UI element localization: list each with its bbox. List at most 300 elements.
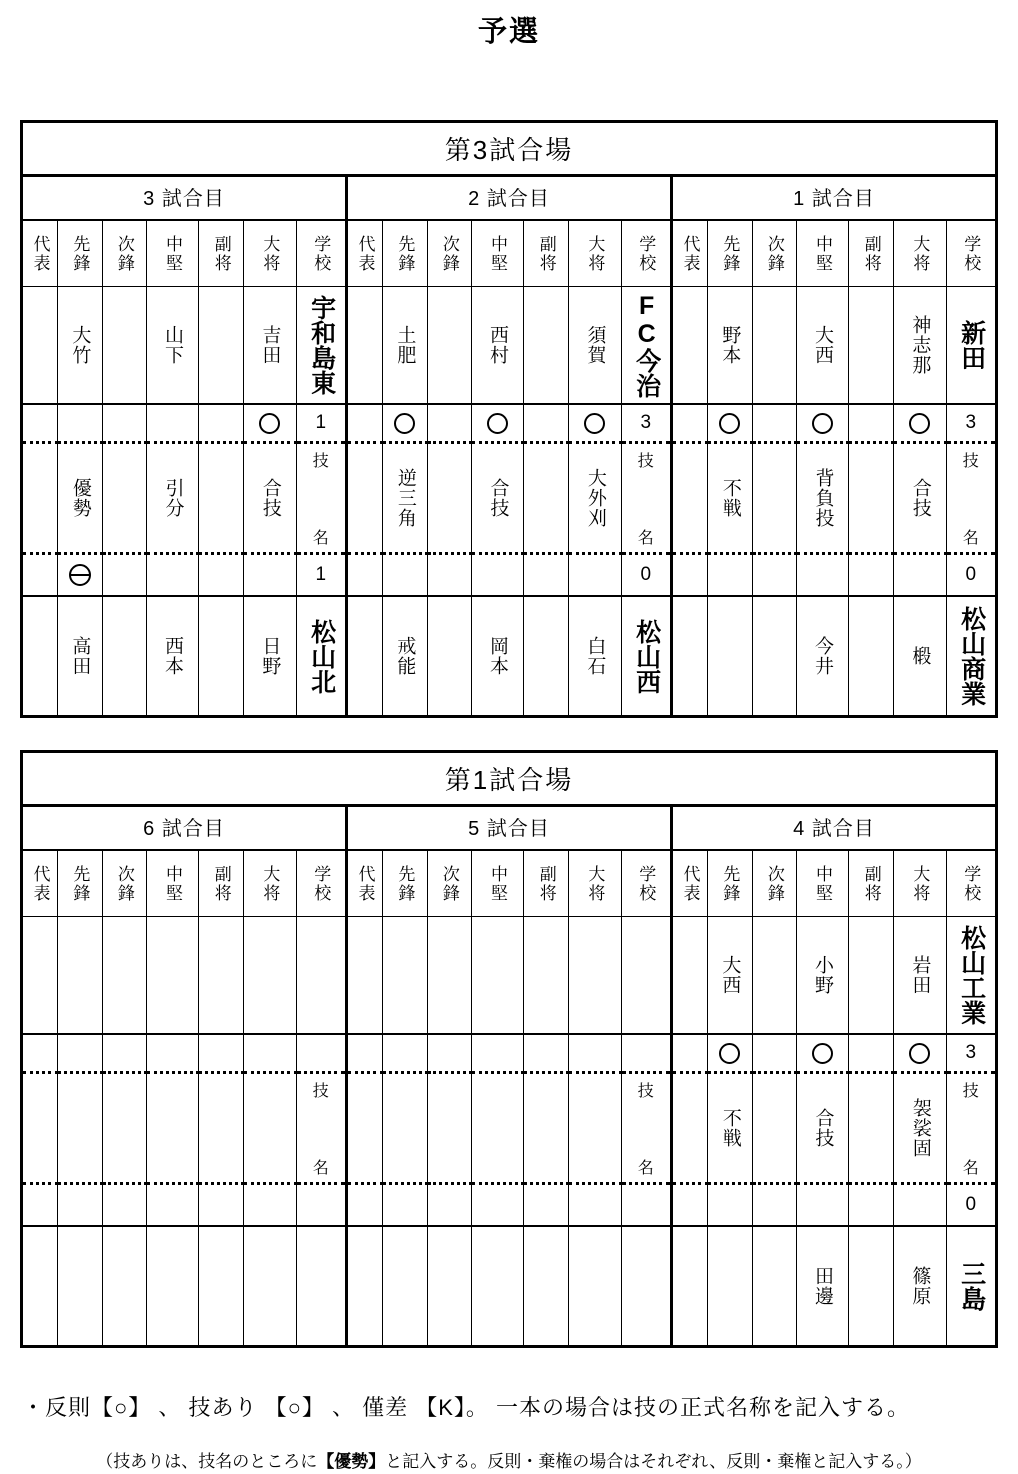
bottom-player-name[interactable] [894, 1227, 946, 1345]
bottom-player-name[interactable] [569, 597, 621, 715]
waza-cell-5[interactable] [894, 1074, 946, 1182]
win-marker-5[interactable] [569, 405, 621, 441]
waza-cell-4[interactable] [524, 1074, 569, 1182]
bottom-school-name[interactable] [297, 597, 345, 715]
win-marker-1[interactable] [383, 405, 428, 441]
top-player-name[interactable] [199, 287, 244, 405]
draw-marker-5[interactable] [894, 555, 946, 597]
draw-marker-2[interactable] [103, 1185, 147, 1227]
draw-marker-0[interactable] [23, 1185, 58, 1227]
waza-cell-1[interactable] [383, 1074, 428, 1182]
draw-marker-3[interactable] [797, 1185, 849, 1227]
column-header-6[interactable] [947, 221, 995, 287]
top-score-value: 3 [965, 412, 977, 433]
win-circle-icon [812, 1043, 833, 1064]
column-header-3[interactable] [147, 851, 199, 917]
bottom-school-name[interactable] [947, 597, 995, 715]
top-player-name[interactable] [849, 287, 894, 405]
column-header-1[interactable] [383, 851, 428, 917]
column-header-0[interactable] [673, 221, 708, 287]
win-marker-4[interactable] [199, 1035, 244, 1071]
column-header-label: 次鋒 [764, 864, 784, 903]
win-marker-0[interactable] [673, 1035, 708, 1071]
column-header-4[interactable] [524, 221, 569, 287]
column-header-label: 中堅 [163, 234, 183, 273]
top-score-value: 3 [965, 1042, 977, 1063]
top-player-name[interactable] [797, 287, 849, 405]
top-player-label: 須賀 [584, 325, 606, 365]
waza-text: 合技 [259, 478, 281, 518]
waza-cell-1[interactable] [58, 1074, 103, 1182]
bottom-player-name[interactable] [472, 597, 524, 715]
waza-cell-4[interactable] [849, 444, 894, 552]
draw-marker-0[interactable] [673, 1185, 708, 1227]
mei-label: 名 [962, 530, 979, 547]
column-header-3[interactable] [147, 221, 199, 287]
draw-marker-2[interactable] [103, 555, 147, 597]
waza-cell-4[interactable] [849, 1074, 894, 1182]
bottom-player-name[interactable] [199, 1227, 244, 1345]
draw-marker-2[interactable] [428, 555, 472, 597]
waza-name-column[interactable] [297, 444, 345, 552]
win-marker-1[interactable] [58, 405, 103, 441]
top-player-name[interactable] [383, 917, 428, 1035]
waza-text: 優勢 [69, 478, 91, 518]
top-player-label: 大西 [812, 325, 834, 365]
bottom-player-name[interactable] [673, 1227, 708, 1345]
top-player-name[interactable] [23, 287, 58, 405]
bottom-player-name[interactable] [199, 597, 244, 715]
draw-marker-0[interactable] [348, 555, 383, 597]
win-marker-3[interactable] [147, 1035, 199, 1071]
top-school-name[interactable] [622, 917, 670, 1035]
win-circle-icon [719, 413, 740, 434]
column-header-label: 代表 [355, 864, 375, 903]
bottom-score[interactable] [622, 1185, 670, 1227]
scoresheet-page [0, 15, 1018, 1474]
top-player-name[interactable] [569, 917, 621, 1035]
venue-block-1 [20, 750, 998, 1348]
top-school-name[interactable] [297, 917, 345, 1035]
waza-cell-0[interactable] [348, 444, 383, 552]
draw-marker-3[interactable] [147, 555, 199, 597]
bottom-school-label: 松山商業 [957, 606, 986, 706]
top-player-name[interactable] [348, 917, 383, 1035]
bottom-player-name[interactable] [428, 597, 472, 715]
waza-cell-3[interactable] [147, 1074, 199, 1182]
column-header-6[interactable] [622, 851, 670, 917]
waza-cell-3[interactable] [472, 1074, 524, 1182]
column-header-label: 学校 [961, 864, 981, 903]
bottom-player-name[interactable] [103, 1227, 147, 1345]
waza-cell-0[interactable] [673, 1074, 708, 1182]
bottom-player-name[interactable] [58, 1227, 103, 1345]
win-marker-0[interactable] [23, 1035, 58, 1071]
top-score[interactable] [622, 405, 670, 441]
waza-cell-3[interactable] [472, 444, 524, 552]
win-marker-3[interactable] [147, 405, 199, 441]
waza-text: 不戦 [719, 478, 741, 518]
column-header-5[interactable] [569, 221, 621, 287]
waza-text: 袈裟固 [909, 1098, 931, 1158]
win-marker-3[interactable] [797, 405, 849, 441]
column-header-label: 中堅 [488, 864, 508, 903]
match-grid [23, 851, 345, 1345]
waza-cell-1[interactable] [708, 444, 753, 552]
draw-marker-5[interactable] [569, 1185, 621, 1227]
column-header-3[interactable] [797, 221, 849, 287]
win-marker-1[interactable] [708, 1035, 753, 1071]
bottom-player-label: 白石 [584, 636, 606, 676]
column-header-6[interactable] [622, 221, 670, 287]
win-marker-4[interactable] [199, 405, 244, 441]
bottom-player-name[interactable] [244, 1227, 296, 1345]
waza-cell-4[interactable] [199, 1074, 244, 1182]
top-player-name[interactable] [244, 917, 296, 1035]
note2-post: と記入する。反則・棄権の場合はそれぞれ、反則・棄権と記入する。） [385, 1452, 922, 1471]
bottom-player-name[interactable] [348, 1227, 383, 1345]
draw-marker-4[interactable] [524, 555, 569, 597]
column-header-0[interactable] [23, 851, 58, 917]
draw-marker-1[interactable] [708, 555, 753, 597]
win-circle-icon [584, 413, 605, 434]
column-header-5[interactable] [244, 221, 296, 287]
bottom-school-name[interactable] [297, 1227, 345, 1345]
draw-marker-0[interactable] [673, 555, 708, 597]
bottom-player-name[interactable] [797, 597, 849, 715]
column-header-4[interactable] [849, 851, 894, 917]
column-header-1[interactable] [708, 851, 753, 917]
bottom-player-name[interactable] [103, 597, 147, 715]
draw-marker-1[interactable] [58, 1185, 103, 1227]
column-header-2[interactable] [428, 851, 472, 917]
waza-name-column[interactable] [297, 1074, 345, 1182]
waza-cell-2[interactable] [753, 1074, 797, 1182]
top-score[interactable] [297, 405, 345, 441]
column-header-2[interactable] [103, 221, 147, 287]
draw-marker-4[interactable] [849, 1185, 894, 1227]
column-header-5[interactable] [894, 851, 946, 917]
top-player-name[interactable] [147, 287, 199, 405]
waza-cell-5[interactable] [244, 1074, 296, 1182]
bottom-player-name[interactable] [708, 1227, 753, 1345]
bottom-score[interactable] [297, 555, 345, 597]
column-header-4[interactable] [849, 221, 894, 287]
top-player-name[interactable] [103, 287, 147, 405]
mei-label: 名 [312, 1160, 329, 1177]
draw-marker-0[interactable] [348, 1185, 383, 1227]
draw-marker-3[interactable] [147, 1185, 199, 1227]
win-marker-1[interactable] [708, 405, 753, 441]
waza-cell-2[interactable] [103, 1074, 147, 1182]
waza-cell-1[interactable] [708, 1074, 753, 1182]
win-marker-1[interactable] [58, 1035, 103, 1071]
win-marker-2[interactable] [753, 405, 797, 441]
win-marker-0[interactable] [348, 405, 383, 441]
win-circle-icon [487, 413, 508, 434]
bottom-school-label: 三島 [957, 1261, 986, 1311]
win-marker-2[interactable] [103, 405, 147, 441]
top-player-name[interactable] [673, 917, 708, 1035]
bottom-score-value: 1 [315, 564, 327, 585]
top-player-name[interactable] [23, 917, 58, 1035]
waza-cell-5[interactable] [244, 444, 296, 552]
top-player-name[interactable] [244, 287, 296, 405]
top-player-name[interactable] [673, 287, 708, 405]
top-player-name[interactable] [428, 917, 472, 1035]
bottom-player-name[interactable] [147, 1227, 199, 1345]
win-marker-1[interactable] [383, 1035, 428, 1071]
waza-name-column[interactable] [947, 444, 995, 552]
column-header-4[interactable] [199, 221, 244, 287]
match-label: 4 試合目 [673, 807, 995, 851]
top-school-name[interactable] [947, 287, 995, 405]
draw-marker-4[interactable] [199, 555, 244, 597]
bottom-player-name[interactable] [753, 597, 797, 715]
column-header-2[interactable] [753, 221, 797, 287]
top-player-name[interactable] [753, 917, 797, 1035]
top-player-name[interactable] [383, 287, 428, 405]
draw-marker-4[interactable] [199, 1185, 244, 1227]
column-header-6[interactable] [297, 851, 345, 917]
bottom-player-name[interactable] [673, 597, 708, 715]
bottom-player-name[interactable] [23, 1227, 58, 1345]
bottom-player-name[interactable] [348, 597, 383, 715]
column-header-5[interactable] [244, 851, 296, 917]
win-marker-3[interactable] [472, 405, 524, 441]
draw-marker-3[interactable] [472, 1185, 524, 1227]
top-school-label: 新田 [957, 320, 986, 370]
bottom-player-name[interactable] [472, 1227, 524, 1345]
bottom-player-label: 椴 [909, 646, 931, 666]
bottom-score[interactable] [622, 555, 670, 597]
column-header-6[interactable] [947, 851, 995, 917]
waza-text: 大外刈 [584, 468, 606, 528]
top-player-label: 岩田 [909, 955, 931, 995]
column-header-5[interactable] [894, 221, 946, 287]
draw-marker-3[interactable] [797, 555, 849, 597]
bottom-score[interactable] [947, 1185, 995, 1227]
win-marker-4[interactable] [524, 405, 569, 441]
draw-marker-icon [69, 564, 91, 586]
win-marker-2[interactable] [428, 1035, 472, 1071]
bottom-player-name[interactable] [797, 1227, 849, 1345]
top-player-name[interactable] [348, 287, 383, 405]
column-header-2[interactable] [428, 221, 472, 287]
waza-cell-5[interactable] [894, 444, 946, 552]
column-header-label: 学校 [311, 234, 331, 273]
win-marker-4[interactable] [849, 405, 894, 441]
draw-marker-5[interactable] [244, 555, 296, 597]
bottom-player-name[interactable] [383, 1227, 428, 1345]
waza-name-column[interactable] [622, 1074, 670, 1182]
win-marker-0[interactable] [348, 1035, 383, 1071]
waza-cell-3[interactable] [147, 444, 199, 552]
top-player-name[interactable] [472, 287, 524, 405]
column-header-2[interactable] [753, 851, 797, 917]
bottom-school-name[interactable] [622, 1227, 670, 1345]
waza-cell-3[interactable] [797, 444, 849, 552]
waza-cell-2[interactable] [428, 444, 472, 552]
top-player-name[interactable] [58, 287, 103, 405]
top-school-name[interactable] [297, 287, 345, 405]
bottom-player-name[interactable] [244, 597, 296, 715]
win-marker-0[interactable] [673, 405, 708, 441]
waza-cell-4[interactable] [199, 444, 244, 552]
waza-cell-0[interactable] [23, 444, 58, 552]
bottom-player-name[interactable] [753, 1227, 797, 1345]
column-header-0[interactable] [348, 851, 383, 917]
top-player-name[interactable] [428, 287, 472, 405]
bottom-player-name[interactable] [58, 597, 103, 715]
bottom-player-name[interactable] [708, 597, 753, 715]
waza-label: 技 [962, 453, 979, 470]
waza-name-column[interactable] [947, 1074, 995, 1182]
win-marker-4[interactable] [524, 1035, 569, 1071]
column-header-1[interactable] [383, 221, 428, 287]
draw-marker-5[interactable] [244, 1185, 296, 1227]
waza-cell-4[interactable] [524, 444, 569, 552]
column-header-4[interactable] [524, 851, 569, 917]
top-player-name[interactable] [524, 287, 569, 405]
top-player-name[interactable] [58, 917, 103, 1035]
win-marker-3[interactable] [797, 1035, 849, 1071]
waza-text: 合技 [487, 478, 509, 518]
top-player-name[interactable] [894, 917, 946, 1035]
waza-name-column[interactable] [622, 444, 670, 552]
note2-emphasis: 【優勢】 [317, 1452, 386, 1471]
top-player-name[interactable] [708, 917, 753, 1035]
win-marker-5[interactable] [244, 405, 296, 441]
top-school-name[interactable] [947, 917, 995, 1035]
top-score[interactable] [947, 405, 995, 441]
waza-cell-5[interactable] [569, 1074, 621, 1182]
top-school-name[interactable] [622, 287, 670, 405]
waza-cell-1[interactable] [58, 444, 103, 552]
bottom-player-name[interactable] [849, 597, 894, 715]
draw-marker-4[interactable] [524, 1185, 569, 1227]
win-marker-2[interactable] [753, 1035, 797, 1071]
win-marker-2[interactable] [428, 405, 472, 441]
top-school-label: 松山工業 [957, 925, 986, 1025]
column-header-1[interactable] [58, 221, 103, 287]
waza-cell-2[interactable] [103, 444, 147, 552]
column-header-4[interactable] [199, 851, 244, 917]
column-header-2[interactable] [103, 851, 147, 917]
top-player-name[interactable] [753, 287, 797, 405]
draw-marker-1[interactable] [58, 555, 103, 597]
win-marker-0[interactable] [23, 405, 58, 441]
draw-marker-3[interactable] [472, 555, 524, 597]
column-header-3[interactable] [472, 851, 524, 917]
top-player-name[interactable] [708, 287, 753, 405]
column-header-0[interactable] [348, 221, 383, 287]
win-marker-4[interactable] [849, 1035, 894, 1071]
column-header-5[interactable] [569, 851, 621, 917]
bottom-school-name[interactable] [947, 1227, 995, 1345]
top-score[interactable] [622, 1035, 670, 1071]
top-player-name[interactable] [103, 917, 147, 1035]
column-header-3[interactable] [472, 221, 524, 287]
waza-cell-2[interactable] [428, 1074, 472, 1182]
draw-marker-1[interactable] [383, 555, 428, 597]
top-player-name[interactable] [849, 917, 894, 1035]
bottom-player-name[interactable] [428, 1227, 472, 1345]
column-header-label: 中堅 [488, 234, 508, 273]
draw-marker-0[interactable] [23, 555, 58, 597]
top-player-name[interactable] [524, 917, 569, 1035]
column-header-label: 学校 [636, 864, 656, 903]
bottom-player-name[interactable] [849, 1227, 894, 1345]
draw-marker-1[interactable] [383, 1185, 428, 1227]
win-marker-3[interactable] [472, 1035, 524, 1071]
waza-cell-5[interactable] [569, 444, 621, 552]
draw-marker-5[interactable] [894, 1185, 946, 1227]
draw-marker-2[interactable] [428, 1185, 472, 1227]
top-player-name[interactable] [147, 917, 199, 1035]
column-header-6[interactable] [297, 221, 345, 287]
win-marker-5[interactable] [244, 1035, 296, 1071]
top-score[interactable] [947, 1035, 995, 1071]
waza-cell-0[interactable] [348, 1074, 383, 1182]
win-marker-5[interactable] [894, 405, 946, 441]
top-player-name[interactable] [199, 917, 244, 1035]
column-header-0[interactable] [673, 851, 708, 917]
column-header-3[interactable] [797, 851, 849, 917]
column-header-1[interactable] [58, 851, 103, 917]
waza-cell-0[interactable] [673, 444, 708, 552]
draw-marker-2[interactable] [753, 1185, 797, 1227]
bottom-score[interactable] [947, 555, 995, 597]
top-player-label: 吉田 [259, 325, 281, 365]
waza-cell-3[interactable] [797, 1074, 849, 1182]
bottom-school-name[interactable] [622, 597, 670, 715]
top-player-name[interactable] [569, 287, 621, 405]
win-marker-5[interactable] [894, 1035, 946, 1071]
column-header-1[interactable] [708, 221, 753, 287]
bottom-player-name[interactable] [383, 597, 428, 715]
win-marker-2[interactable] [103, 1035, 147, 1071]
column-header-label: 代表 [680, 864, 700, 903]
bottom-player-name[interactable] [147, 597, 199, 715]
column-header-0[interactable] [23, 221, 58, 287]
draw-marker-5[interactable] [569, 555, 621, 597]
column-header-label: 副将 [211, 234, 231, 273]
win-circle-icon [909, 1043, 930, 1064]
top-player-name[interactable] [894, 287, 946, 405]
bottom-player-name[interactable] [524, 1227, 569, 1345]
match-grid [673, 221, 995, 715]
bottom-player-name[interactable] [23, 597, 58, 715]
top-player-name[interactable] [472, 917, 524, 1035]
draw-marker-4[interactable] [849, 555, 894, 597]
waza-cell-0[interactable] [23, 1074, 58, 1182]
top-score[interactable] [297, 1035, 345, 1071]
bottom-score[interactable] [297, 1185, 345, 1227]
waza-cell-2[interactable] [753, 444, 797, 552]
bottom-player-name[interactable] [569, 1227, 621, 1345]
draw-marker-1[interactable] [708, 1185, 753, 1227]
top-player-name[interactable] [797, 917, 849, 1035]
win-marker-5[interactable] [569, 1035, 621, 1071]
bottom-player-name[interactable] [894, 597, 946, 715]
bottom-player-name[interactable] [524, 597, 569, 715]
top-player-label: 大西 [719, 955, 741, 995]
column-header-label: 大将 [585, 864, 605, 903]
draw-marker-2[interactable] [753, 555, 797, 597]
waza-cell-1[interactable] [383, 444, 428, 552]
top-player-label: 神志那 [909, 315, 931, 375]
